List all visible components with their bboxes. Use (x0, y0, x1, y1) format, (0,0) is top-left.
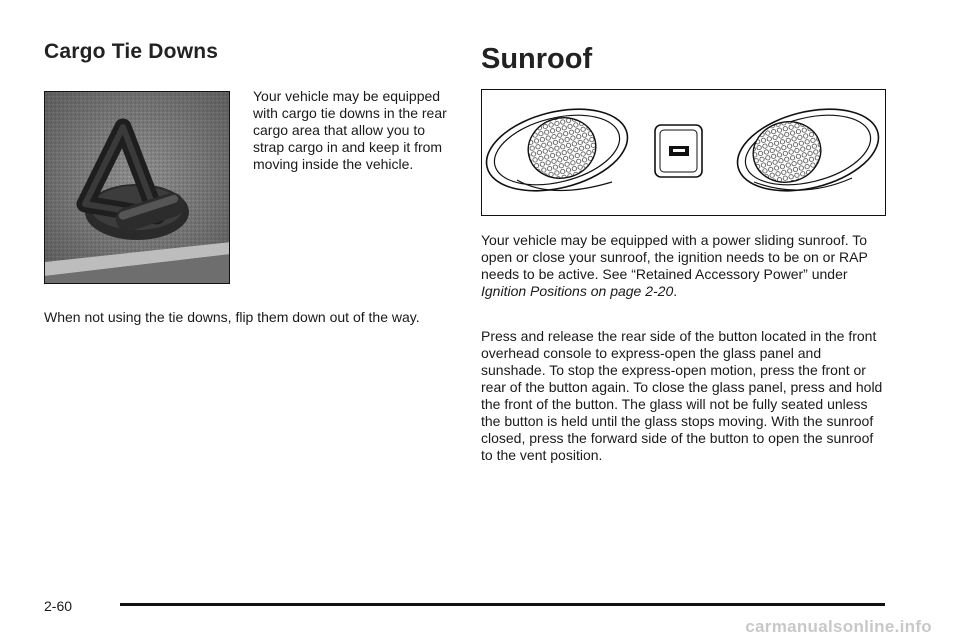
sunroof-operation-paragraph: Press and release the rear side of the button located in the front overhead console to express-open the glass panel and sunshade. To stop the express-open motion, press the front or rear of the button again. To close the glass panel, press and hold the front of the button. The glass will not be fully seated unless the button is held until the glass stops moving. With the sunroof closed, press the forward side of the button to open the sunroof to the vent position. (481, 328, 883, 463)
cargo-tie-downs-section (44, 40, 447, 325)
footer-rule (120, 603, 885, 606)
ignition-positions-reference: Ignition Positions on page 2-20 (481, 283, 674, 299)
sunroof-heading: Sunroof (481, 43, 593, 75)
overhead-console-diagram (481, 89, 886, 216)
left-reading-lamp (482, 96, 636, 205)
cargo-tie-downs-storage-note: When not using the tie downs, flip them down out of the way. (44, 309, 420, 325)
right-reading-lamp (729, 96, 884, 205)
watermark: carmanualsonline.info (745, 617, 932, 636)
page-number: 2-60 (44, 598, 73, 614)
cargo-tie-downs-heading: Cargo Tie Downs (44, 40, 219, 63)
sunroof-intro-paragraph: Your vehicle may be equipped with a power sliding sunroof. To open or close your sunroof, the ignition needs to be on or RAP needs to be active. See “Retained Accessory Power” under Ignition Positions on page 2-20. (481, 232, 868, 299)
sunroof-switch-icon (655, 125, 702, 177)
cargo-tie-down-photo (44, 91, 230, 284)
cargo-tie-downs-intro: Your vehicle may be equipped with cargo tie downs in the rear cargo area that allow you to strap cargo in and keep it from moving inside the vehicle. (253, 88, 447, 172)
